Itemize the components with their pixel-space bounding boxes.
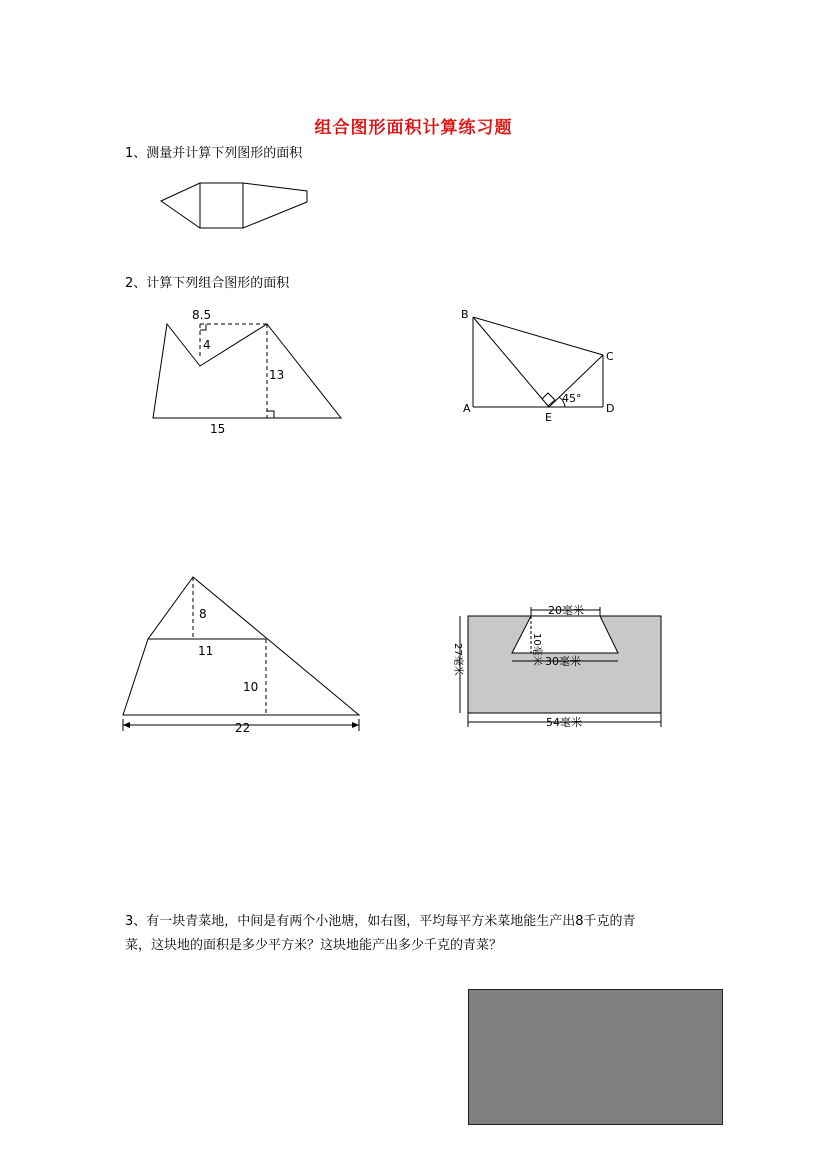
q2-figure-b [455,305,625,425]
question-2-text: 2、计算下列组合图形的面积 [125,276,290,291]
question-3-text [125,911,745,957]
label-D: D [606,402,615,415]
label-15: 15 [210,422,226,436]
question-3-line-1: 3、有一块青菜地，中间是有两个小池塘，如右图，平均每平方米菜地能生产出8千克的青 [125,914,636,929]
label-B: B [461,308,469,321]
label-8: 8 [199,607,207,621]
label-C: C [606,350,614,363]
label-45: 45° [562,392,582,405]
question-1-text: 1、测量并计算下列图形的面积 [125,146,303,161]
label-8-5: 8.5 [192,308,212,322]
label-4: 4 [203,338,211,352]
q3-figure [468,989,723,1125]
label-10: 10 [243,680,259,694]
label-11: 11 [198,644,214,658]
question-3-line-2: 菜，这块地的面积是多少平方米？这块地能产出多少千克的青菜？ [125,938,503,953]
label-10mm: 10毫米 [531,633,542,666]
label-54mm: 54毫米 [546,716,582,729]
q2-figure-d [448,597,668,737]
page-title: 组合图形面积计算练习题 [314,118,513,138]
label-30mm: 30毫米 [545,655,581,668]
q2-figure-a [145,305,350,440]
q1-figure [155,178,315,233]
label-E: E [545,411,552,424]
label-27mm: 27毫米 [452,643,463,676]
q2-figure-c [115,570,370,738]
label-20mm: 20毫米 [548,604,584,617]
label-22: 22 [235,721,251,735]
label-A: A [463,402,471,415]
label-13: 13 [269,368,285,382]
